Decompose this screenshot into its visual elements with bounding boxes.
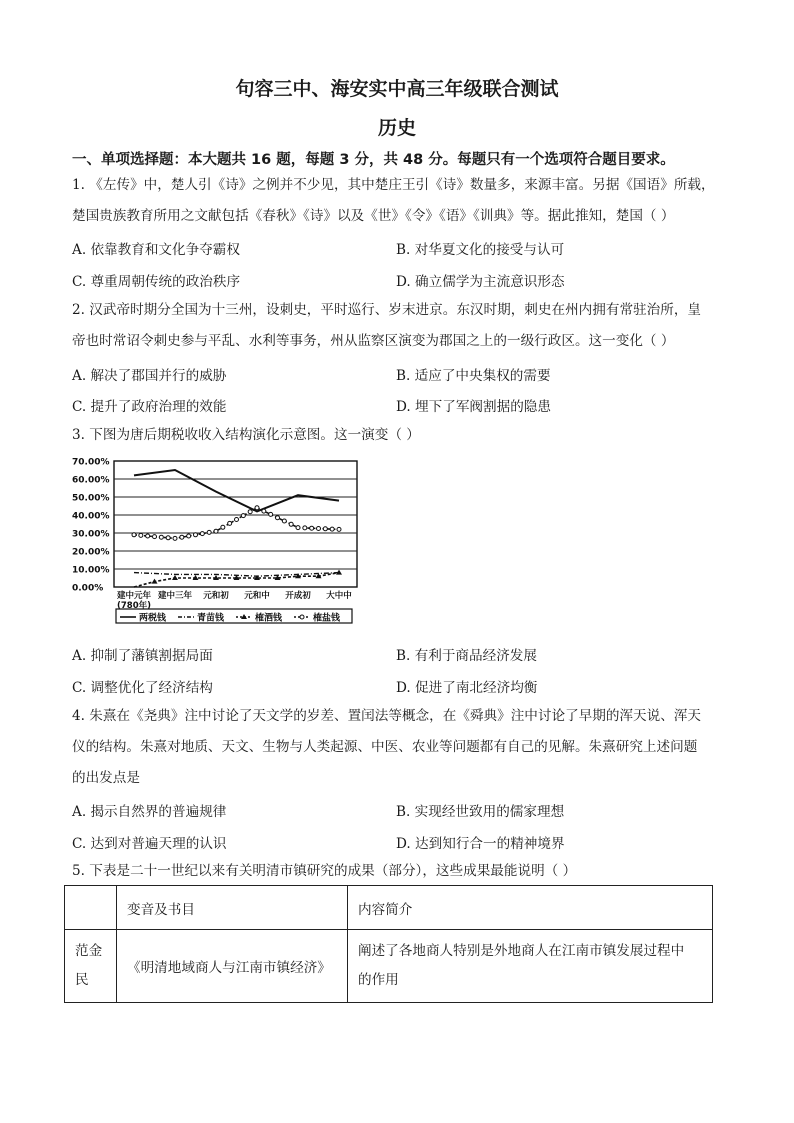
- y-tick-label: 30.00%: [72, 529, 110, 540]
- x-tick-note: (780年): [116, 601, 152, 611]
- x-tick-label: 开成初: [285, 591, 311, 601]
- series-point-3: [228, 521, 232, 525]
- question-2-line-2: 帝也时常诏令刺史参与平乱、水利等事务，州从监察区演变为郡国之上的一级行政区。这一变化（ ）: [72, 333, 675, 349]
- question-4-option-b[interactable]: B. 实现经世致用的儒家理想: [396, 804, 565, 820]
- desc-line: 阐述了各地商人特别是外地商人在江南市镇发展过程中: [358, 943, 685, 959]
- x-tick-label: 建中元年: [116, 591, 152, 601]
- chart-x-ticks: [116, 590, 352, 611]
- legend-label: 青苗钱: [197, 613, 225, 624]
- series-line-3: [134, 508, 339, 539]
- series-point-3: [303, 526, 307, 530]
- y-tick-label: 20.00%: [72, 547, 110, 558]
- table-header-cell: 内容简介: [348, 886, 713, 930]
- series-point-3: [337, 527, 341, 531]
- chart-grid: [114, 461, 357, 587]
- table-cell-author: [65, 930, 117, 1003]
- series-point-3: [317, 527, 321, 531]
- question-1-line-2: 楚国贵族教育所用之文献包括《春秋》《诗》以及《世》《令》《语》《训典》等。据此推知，楚国（ ）: [72, 208, 675, 224]
- question-2-option-c[interactable]: C. 提升了政府治理的效能: [72, 399, 227, 415]
- author-line: 范金: [75, 943, 103, 959]
- chart-y-ticks: [72, 458, 110, 594]
- question-1-line-1: 1. 《左传》中，楚人引《诗》之例并不少见，其中楚庄王引《诗》数量多，来源丰富。另据《国语》所载，: [72, 177, 715, 193]
- series-point-3: [269, 512, 273, 516]
- series-point-3: [132, 533, 136, 537]
- author-line: 民: [75, 972, 89, 988]
- series-point-3: [200, 532, 204, 536]
- question-1-option-a[interactable]: A. 依靠教育和文化争夺霸权: [72, 242, 240, 258]
- legend-swatch-marker: [300, 615, 304, 619]
- series-point-3: [235, 518, 239, 522]
- series-point-3: [241, 514, 245, 518]
- question-4-option-d[interactable]: D. 达到知行合一的精神境界: [396, 836, 565, 852]
- series-point-3: [146, 534, 150, 538]
- question-4-line-2: 仪的结构。朱熹对地质、天文、生物与人类起源、中医、农业等问题都有自己的见解。朱熹研究上述问题: [72, 739, 698, 755]
- series-point-3: [276, 516, 280, 520]
- question-4-option-c[interactable]: C. 达到对普遍天理的认识: [72, 836, 227, 852]
- question-1-option-d[interactable]: D. 确立儒学为主流意识形态: [396, 274, 565, 290]
- question-1-option-c[interactable]: C. 尊重周朝传统的政治秩序: [72, 274, 241, 290]
- x-tick-label: 大中中: [326, 591, 352, 601]
- y-tick-label: 40.00%: [72, 511, 110, 522]
- series-point-3: [180, 535, 184, 539]
- series-point-3: [262, 509, 266, 513]
- series-point-3: [282, 519, 286, 523]
- table-row: [65, 930, 713, 1003]
- question-5-line-1: 5. 下表是二十一世纪以来有关明清市镇研究的成果（部分），这些成果最能说明（ ）: [72, 863, 577, 879]
- tax-revenue-chart: [70, 455, 362, 633]
- y-tick-label: 10.00%: [72, 565, 110, 576]
- series-point-3: [289, 522, 293, 526]
- series-point-3: [323, 527, 327, 531]
- table-header-cell: 变音及书目: [117, 886, 348, 930]
- plot-frame: [114, 461, 357, 587]
- series-point-3: [255, 506, 259, 510]
- series-point-3: [248, 510, 252, 514]
- series-point-3: [296, 526, 300, 530]
- table-header-cell: [65, 886, 117, 930]
- question-3-option-a[interactable]: A. 抑制了藩镇割据局面: [72, 648, 213, 664]
- question-3-option-c[interactable]: C. 调整优化了经济结构: [72, 680, 213, 696]
- series-point-3: [139, 533, 143, 537]
- table-cell-desc: [348, 930, 713, 1003]
- series-point-3: [166, 536, 170, 540]
- legend-label: 榷盐钱: [313, 613, 341, 624]
- section-heading: 一、单项选择题：本大题共 16 题，每题 3 分，共 48 分。每题只有一个选项符合题目要求。: [72, 152, 675, 168]
- page-title: 句容三中、海安实中高三年级联合测试: [235, 78, 559, 100]
- y-tick-label: 60.00%: [72, 475, 110, 486]
- question-2-option-b[interactable]: B. 适应了中央集权的需要: [396, 368, 551, 384]
- chart-legend: [116, 609, 352, 624]
- series-point-3: [187, 534, 191, 538]
- series-point-3: [159, 535, 163, 539]
- series-point-3: [310, 526, 314, 530]
- x-tick-label: 建中三年: [157, 591, 193, 601]
- question-2-line-1: 2. 汉武帝时期分全国为十三州，设刺史，平时巡行、岁末进京。东汉时期，刺史在州内拥有常驻治所，皇: [72, 302, 702, 318]
- series-point-3: [173, 536, 177, 540]
- series-point-2: [152, 579, 158, 584]
- desc-line: 的作用: [358, 972, 399, 988]
- question-2-option-d[interactable]: D. 埋下了军阀割据的隐患: [396, 399, 551, 415]
- y-tick-label: 0.00%: [72, 583, 104, 594]
- y-tick-label: 50.00%: [72, 493, 110, 504]
- question-4-line-3: 的出发点是: [72, 770, 140, 786]
- table-cell-book: 《明清地域商人与江南市镇经济》: [117, 930, 348, 1003]
- series-point-2: [172, 575, 178, 580]
- series-line-0: [134, 470, 339, 511]
- series-point-3: [207, 530, 211, 534]
- series-point-3: [221, 525, 225, 529]
- question-2-option-a[interactable]: A. 解决了郡国并行的威胁: [72, 368, 227, 384]
- question-3-option-d[interactable]: D. 促进了南北经济均衡: [396, 680, 538, 696]
- series-point-3: [330, 527, 334, 531]
- tax-revenue-chart-svg: [70, 455, 362, 633]
- question-4-option-a[interactable]: A. 揭示自然界的普遍规律: [72, 804, 227, 820]
- legend-label: 两税钱: [139, 613, 167, 624]
- y-tick-label: 70.00%: [72, 457, 110, 468]
- question-3-option-b[interactable]: B. 有利于商品经济发展: [396, 648, 537, 664]
- series-point-3: [194, 533, 198, 537]
- x-tick-label: 元和中: [244, 591, 270, 601]
- legend-label: 榷酒钱: [255, 613, 283, 624]
- subject-title: 历史: [377, 117, 416, 139]
- series-point-3: [214, 529, 218, 533]
- question-4-line-1: 4. 朱熹在《尧典》注中讨论了天文学的岁差、置闰法等概念，在《舜典》注中讨论了早期的浑天说、浑天: [72, 708, 702, 724]
- question-1-option-b[interactable]: B. 对华夏文化的接受与认可: [396, 242, 565, 258]
- series-point-3: [153, 535, 157, 539]
- research-table: [64, 885, 713, 1003]
- x-tick-label: 元和初: [203, 591, 229, 601]
- question-3-line-1: 3. 下图为唐后期税收收入结构演化示意图。这一演变（ ）: [72, 427, 420, 443]
- table-header-row: [65, 886, 713, 930]
